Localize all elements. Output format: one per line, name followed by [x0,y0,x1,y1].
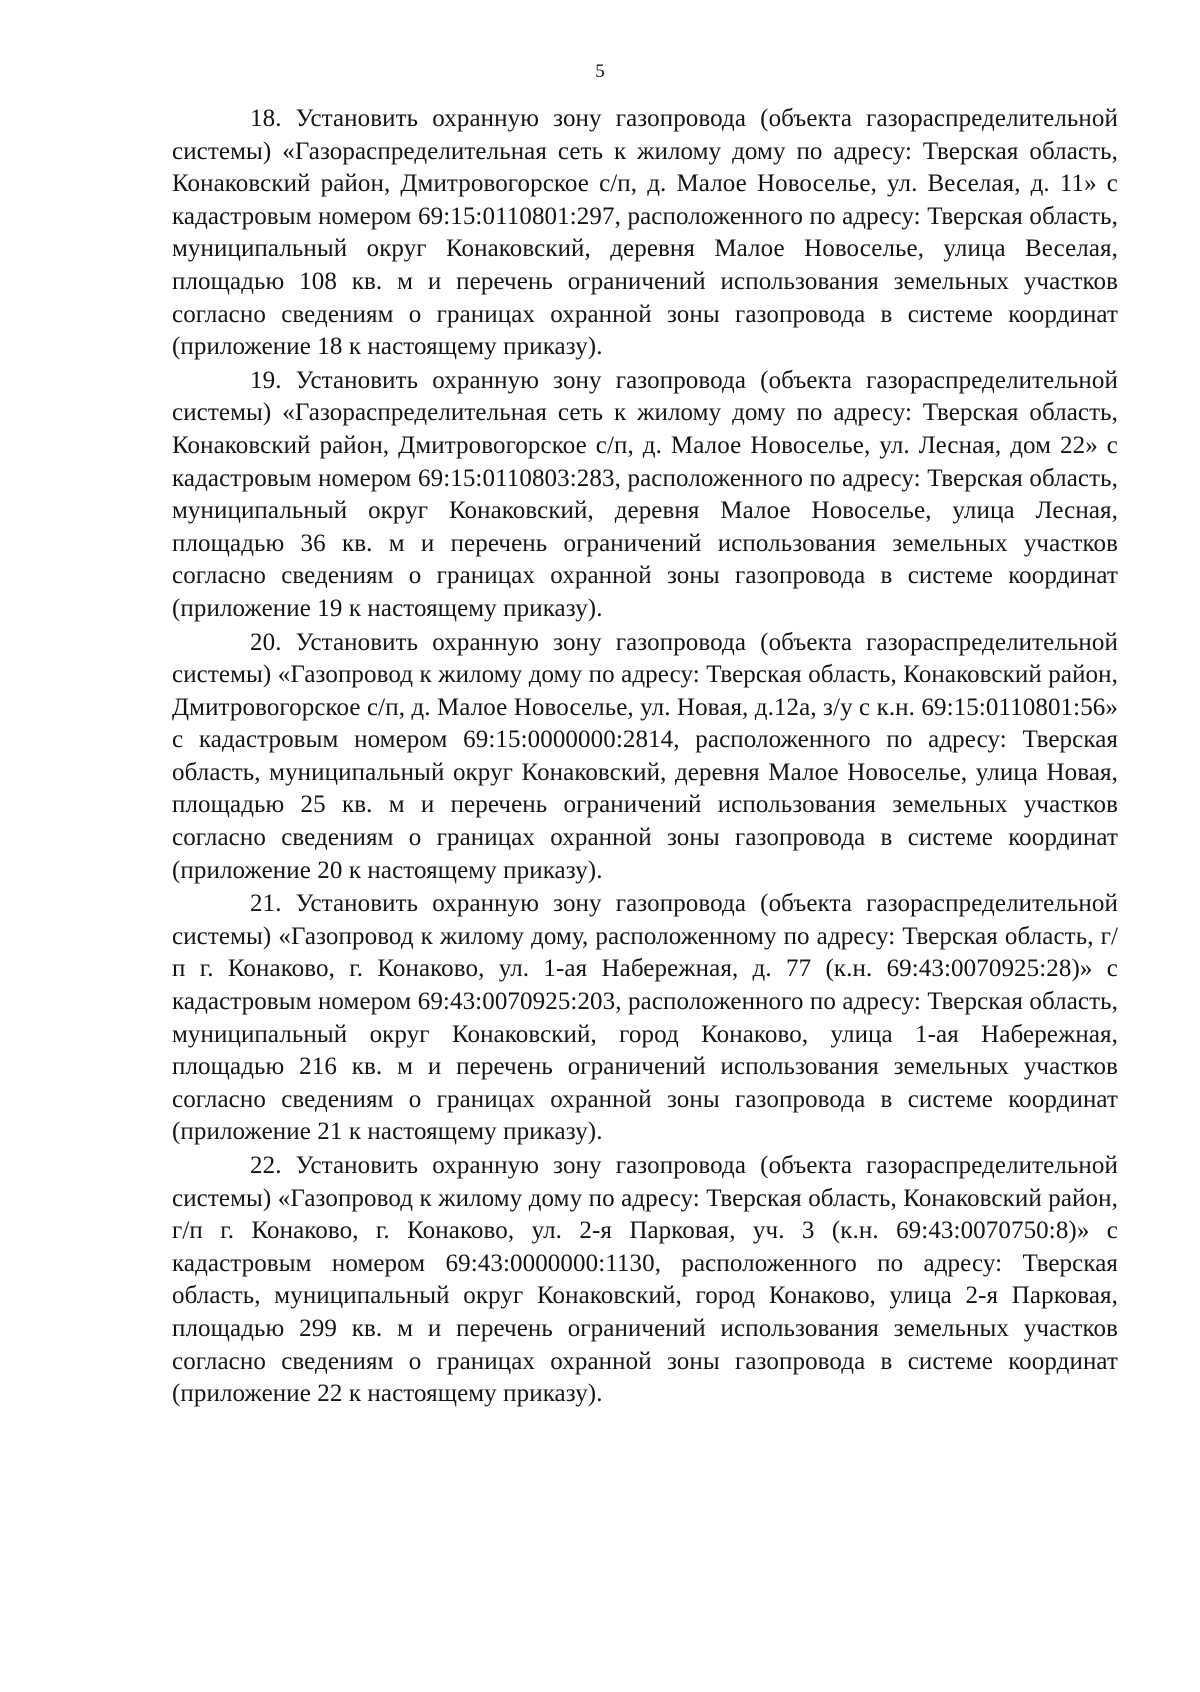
paragraph-item-19: 19. Установить охранную зону газопровода (объекта газораспределительной системы) «Газораспределительная сеть к жилому дому по адресу: Тверская область, Конаковский район, Дмитровогорское с/п, д. Малое Новоселье, ул. Лесная, дом 22» с кадастровым номером 69:15:0110803:283, расположенного по адресу: Тверская область, муниципальный округ Конаковский, деревня Малое Новоселье, улица Лесная, площадью 36 кв. м и перечень ограничений использования земельных участков согласно сведениям о границах охранной зоны газопровода в системе координат (приложение 19 к настоящему приказу). [172,366,1118,622]
paragraph-item-18: 18. Установить охранную зону газопровода (объекта газораспределительной системы) «Газораспределительная сеть к жилому дому по адресу: Тверская область, Конаковский район, Дмитровогорское с/п, д. Малое Новоселье, ул. Веселая, д. 11» с кадастровым номером 69:15:0110801:297, расположенного по адресу: Тверская область, муниципальный округ Конаковский, деревня Малое Новоселье, улица Веселая, площадью 108 кв. м и перечень ограничений использования земельных участков согласно сведениям о границах охранной зоны газопровода в системе координат (приложение 18 к настоящему приказу). [172,105,1118,361]
paragraph-item-22: 22. Установить охранную зону газопровода (объекта газораспределительной системы) «Газопровод к жилому дому по адресу: Тверская область, Конаковский район, г/п г. Конаково, г. Конаково, ул. 2-я Парковая, уч. 3 (к.н. 69:43:0070750:8)» с кадастровым номером 69:43:0000000:1130, расположенного по адресу: Тверская область, муниципальный округ Конаковский, город Конаково, улица 2-я Парковая, площадью 299 кв. м и перечень ограничений использования земельных участков согласно сведениям о границах охранной зоны газопровода в системе координат (приложение 22 к настоящему приказу). [172,1152,1118,1408]
paragraph-item-20: 20. Установить охранную зону газопровода (объекта газораспределительной системы) «Газопровод к жилому дому по адресу: Тверская область, Конаковский район, Дмитровогорское с/п, д. Малое Новоселье, ул. Новая, д.12а, з/у с к.н. 69:15:0110801:56» с кадастровым номером 69:15:0000000:2814, расположенного по адресу: Тверская область, муниципальный округ Конаковский, деревня Малое Новоселье, улица Новая, площадью 25 кв. м и перечень ограничений использования земельных участков согласно сведениям о границах охранной зоны газопровода в системе координат (приложение 20 к настоящему приказу). [172,628,1118,884]
paragraph-item-21: 21. Установить охранную зону газопровода (объекта газораспределительной системы) «Газопровод к жилому дому, расположенному по адресу: Тверская область, г/п г. Конаково, г. Конаково, ул. 1-ая Набережная, д. 77 (к.н. 69:43:0070925:28)» с кадастровым номером 69:43:0070925:203, расположенного по адресу: Тверская область, муниципальный округ Конаковский, город Конаково, улица 1-ая Набережная, площадью 216 кв. м и перечень ограничений использования земельных участков согласно сведениям о границах охранной зоны газопровода в системе координат (приложение 21 к настоящему приказу). [172,890,1118,1146]
document-body [172,103,1118,1411]
page-number: 5 [595,61,605,82]
